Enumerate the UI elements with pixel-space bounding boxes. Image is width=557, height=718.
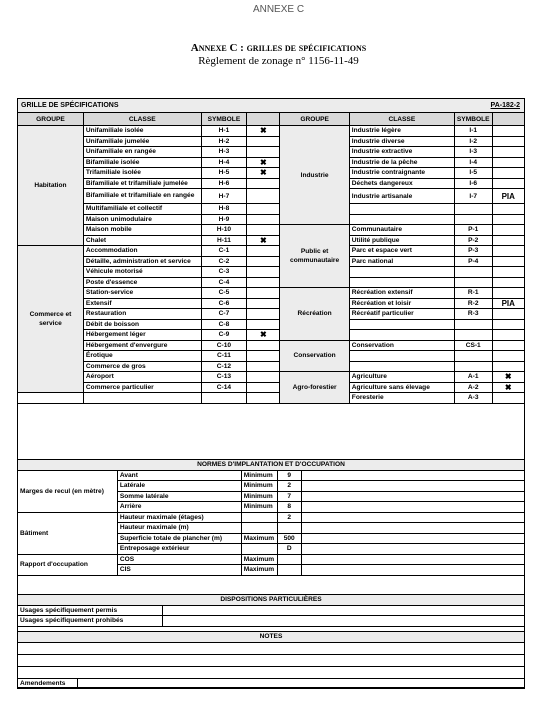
left-classe-cell: Chalet (83, 235, 201, 246)
normes-value-cell (277, 554, 301, 565)
left-symbole-cell: C-6 (201, 298, 247, 309)
left-symbole-cell: C-14 (201, 382, 247, 393)
right-classe-cell (349, 277, 454, 288)
table-row (18, 204, 525, 215)
right-classe-cell: Foresterie (349, 393, 454, 404)
left-empty-cell (247, 393, 280, 404)
right-classe-cell: Communautaire (349, 225, 454, 236)
left-classe-cell: Station-service (83, 288, 201, 299)
left-x-cell (247, 267, 280, 278)
right-symbole-cell (454, 267, 492, 278)
col-groupe-left: GROUPE (18, 113, 84, 126)
right-x-cell (492, 214, 524, 225)
normes-value-cell: D (277, 544, 301, 555)
normes-value-cell: 2 (277, 481, 301, 492)
right-classe-cell: Conservation (349, 340, 454, 351)
right-classe-cell (349, 267, 454, 278)
left-x-cell (247, 382, 280, 393)
normes-empty-cell (301, 491, 524, 502)
left-symbole-cell: H-2 (201, 136, 247, 147)
right-symbole-cell (454, 214, 492, 225)
left-x-cell (247, 225, 280, 236)
left-x-cell: ✖ (247, 235, 280, 246)
table-row (18, 157, 525, 168)
grid-title: GRILLE DE SPÉCIFICATIONS (21, 102, 119, 109)
normes-label-cell: Arrière (117, 502, 241, 513)
table-row (18, 288, 525, 299)
grid-code: PA-182-2 (490, 102, 520, 109)
right-x-cell (492, 126, 524, 137)
right-classe-cell: Industrie artisanale (349, 189, 454, 204)
right-x-cell: ✖ (492, 382, 524, 393)
normes-label-cell: Latérale (117, 481, 241, 492)
normes-empty-cell (301, 502, 524, 513)
right-symbole-cell: A-2 (454, 382, 492, 393)
normes-type-cell: Minimum (241, 470, 277, 481)
normes-type-cell (241, 544, 277, 555)
usage-table (17, 112, 525, 404)
normes-empty-cell (301, 523, 524, 534)
left-classe-cell: Débit de boisson (83, 319, 201, 330)
usages-prohibes-value (162, 616, 524, 627)
right-classe-cell (349, 204, 454, 215)
normes-value-cell (277, 523, 301, 534)
normes-value-cell: 7 (277, 491, 301, 502)
annex-header: ANNEXE C (252, 4, 305, 15)
right-x-cell (492, 319, 524, 330)
right-symbole-cell: P-4 (454, 256, 492, 267)
normes-value-cell: 8 (277, 502, 301, 513)
table-row (18, 225, 525, 236)
page-title: Annexe C : grilles de spécifications (190, 42, 367, 54)
right-x-cell (492, 157, 524, 168)
left-symbole-cell: H-6 (201, 178, 247, 189)
col-mark-right (492, 113, 524, 126)
left-symbole-cell: C-7 (201, 309, 247, 320)
normes-type-cell: Minimum (241, 481, 277, 492)
left-x-cell (247, 298, 280, 309)
table-row (18, 330, 525, 341)
right-classe-cell: Parc national (349, 256, 454, 267)
group-recreation: Récréation (280, 288, 349, 341)
left-classe-cell: Bifamiliale isolée (83, 157, 201, 168)
table-row (18, 470, 525, 481)
table-row (18, 393, 525, 404)
normes-empty-cell (301, 533, 524, 544)
right-symbole-cell: I-5 (454, 168, 492, 179)
table-row (18, 372, 525, 383)
left-symbole-cell: C-11 (201, 351, 247, 362)
left-symbole-cell: H-9 (201, 214, 247, 225)
right-classe-cell: Récréatif particulier (349, 309, 454, 320)
note-line (18, 654, 525, 666)
left-symbole-cell: C-1 (201, 246, 247, 257)
left-classe-cell: Bifamiliale et trifamiliale en rangée (83, 189, 201, 204)
normes-table (17, 459, 525, 576)
normes-label-cell: Superficie totale de plancher (m) (117, 533, 241, 544)
notes-table (17, 631, 525, 689)
right-symbole-cell: A-3 (454, 393, 492, 404)
left-classe-cell: Hébergement d'envergure (83, 340, 201, 351)
group-public: Public et communautaire (280, 225, 349, 288)
right-x-cell (492, 277, 524, 288)
left-x-cell (247, 361, 280, 372)
left-classe-cell: Multifamiliale et collectif (83, 204, 201, 215)
right-x-cell (492, 246, 524, 257)
normes-empty-cell (301, 481, 524, 492)
right-x-cell (492, 204, 524, 215)
left-x-cell (247, 178, 280, 189)
left-symbole-cell: H-4 (201, 157, 247, 168)
table-row (18, 256, 525, 267)
left-x-cell (247, 246, 280, 257)
normes-label-cell: Avant (117, 470, 241, 481)
normes-empty-cell (301, 565, 524, 576)
table-row (18, 246, 525, 257)
normes-type-cell: Maximum (241, 554, 277, 565)
right-classe-cell: Déchets dangereux (349, 178, 454, 189)
left-x-cell (247, 309, 280, 320)
amendements-value (77, 678, 524, 689)
left-x-cell: ✖ (247, 157, 280, 168)
left-symbole-cell: H-1 (201, 126, 247, 137)
note-line (18, 666, 525, 678)
table-row (18, 267, 525, 278)
right-classe-cell: Récréation et loisir (349, 298, 454, 309)
normes-title: NORMES D'IMPLANTATION ET D'OCCUPATION (18, 460, 525, 471)
normes-type-cell: Maximum (241, 533, 277, 544)
right-x-cell (492, 267, 524, 278)
right-classe-cell: Agriculture (349, 372, 454, 383)
left-x-cell: ✖ (247, 330, 280, 341)
normes-label-cell: Hauteur maximale (m) (117, 523, 241, 534)
left-symbole-cell: C-4 (201, 277, 247, 288)
right-x-cell (492, 330, 524, 341)
right-symbole-cell: I-3 (454, 147, 492, 158)
left-symbole-cell: C-3 (201, 267, 247, 278)
spec-grid (17, 98, 525, 688)
right-symbole-cell: R-2 (454, 298, 492, 309)
left-x-cell (247, 214, 280, 225)
left-classe-cell: Commerce particulier (83, 382, 201, 393)
left-symbole-cell: C-10 (201, 340, 247, 351)
left-x-cell (247, 147, 280, 158)
left-x-cell (247, 136, 280, 147)
table-row (18, 126, 525, 137)
right-classe-cell: Agriculture sans élevage (349, 382, 454, 393)
right-x-cell: ✖ (492, 372, 524, 383)
right-classe-cell: Industrie contraignante (349, 168, 454, 179)
right-x-cell (492, 351, 524, 362)
table-row (18, 319, 525, 330)
left-empty-cell (201, 393, 247, 404)
right-symbole-cell (454, 351, 492, 362)
right-classe-cell (349, 351, 454, 362)
right-x-cell (492, 393, 524, 404)
normes-type-cell (241, 523, 277, 534)
right-symbole-cell: R-3 (454, 309, 492, 320)
left-classe-cell: Accommodation (83, 246, 201, 257)
table-row (18, 136, 525, 147)
group-habitation: Habitation (18, 126, 84, 246)
table-row (18, 298, 525, 309)
marges-group: Marges de recul (en mètre) (18, 470, 118, 512)
table-row (18, 147, 525, 158)
right-x-cell (492, 235, 524, 246)
usages-permis-label: Usages spécifiquement permis (18, 605, 163, 616)
usages-permis-value (162, 605, 524, 616)
right-symbole-cell: I-2 (454, 136, 492, 147)
left-x-cell (247, 340, 280, 351)
table-row (18, 340, 525, 351)
right-x-cell (492, 225, 524, 236)
group-agro: Agro-forestier (280, 372, 349, 404)
table-row (18, 382, 525, 393)
table-row (18, 309, 525, 320)
table-row (18, 178, 525, 189)
left-classe-cell: Maison unimodulaire (83, 214, 201, 225)
usages-prohibes-label: Usages spécifiquement prohibés (18, 616, 163, 627)
left-symbole-cell: C-8 (201, 319, 247, 330)
table-row (18, 512, 525, 523)
right-symbole-cell (454, 330, 492, 341)
normes-empty-cell (301, 544, 524, 555)
col-mark-left (247, 113, 280, 126)
right-classe-cell: Industrie diverse (349, 136, 454, 147)
right-classe-cell (349, 214, 454, 225)
left-classe-cell: Restauration (83, 309, 201, 320)
right-classe-cell (349, 330, 454, 341)
right-classe-cell: Utilité publique (349, 235, 454, 246)
normes-type-cell (241, 512, 277, 523)
right-x-cell (492, 288, 524, 299)
left-classe-cell: Maison mobile (83, 225, 201, 236)
right-classe-cell: Industrie de la pêche (349, 157, 454, 168)
table-row (18, 168, 525, 179)
right-classe-cell: Parc et espace vert (349, 246, 454, 257)
table-row (18, 214, 525, 225)
normes-type-cell: Maximum (241, 565, 277, 576)
left-symbole-cell: C-2 (201, 256, 247, 267)
right-classe-cell (349, 319, 454, 330)
normes-value-cell (277, 565, 301, 576)
right-x-cell (492, 256, 524, 267)
left-symbole-cell: C-9 (201, 330, 247, 341)
right-x-cell: PIA (492, 298, 524, 309)
right-classe-cell: Industrie extractive (349, 147, 454, 158)
left-classe-cell: Commerce de gros (83, 361, 201, 372)
right-symbole-cell: I-1 (454, 126, 492, 137)
normes-value-cell: 2 (277, 512, 301, 523)
left-classe-cell: Extensif (83, 298, 201, 309)
left-empty-cell (83, 393, 201, 404)
left-symbole-cell: C-5 (201, 288, 247, 299)
group-conservation: Conservation (280, 340, 349, 372)
table-row (18, 351, 525, 362)
left-classe-cell: Unifamiliale isolée (83, 126, 201, 137)
left-x-cell (247, 288, 280, 299)
batiment-group: Bâtiment (18, 512, 118, 554)
table-row (18, 189, 525, 204)
normes-empty-cell (301, 470, 524, 481)
rapport-group: Rapport d'occupation (18, 554, 118, 575)
note-line (18, 642, 525, 654)
normes-type-cell: Minimum (241, 502, 277, 513)
right-symbole-cell: P-3 (454, 246, 492, 257)
right-symbole-cell (454, 204, 492, 215)
left-x-cell (247, 204, 280, 215)
right-classe-cell (349, 361, 454, 372)
col-groupe-right: GROUPE (280, 113, 349, 126)
normes-label-cell: Entreposage extérieur (117, 544, 241, 555)
left-classe-cell: Trifamiliale isolée (83, 168, 201, 179)
right-symbole-cell: P-1 (454, 225, 492, 236)
left-x-cell (247, 319, 280, 330)
normes-label-cell: Hauteur maximale (étages) (117, 512, 241, 523)
right-symbole-cell: I-4 (454, 157, 492, 168)
left-symbole-cell: C-13 (201, 372, 247, 383)
left-classe-cell: Érotique (83, 351, 201, 362)
right-symbole-cell: R-1 (454, 288, 492, 299)
group-commerce: Commerce et service (18, 246, 84, 393)
normes-label-cell: Somme latérale (117, 491, 241, 502)
group-industrie: Industrie (280, 126, 349, 225)
left-x-cell (247, 256, 280, 267)
right-x-cell (492, 361, 524, 372)
normes-label-cell: COS (117, 554, 241, 565)
left-classe-cell: Bifamiliale et trifamiliale jumelée (83, 178, 201, 189)
left-x-cell (247, 189, 280, 204)
right-x-cell (492, 136, 524, 147)
table-row (18, 235, 525, 246)
left-x-cell (247, 351, 280, 362)
normes-empty-cell (301, 512, 524, 523)
left-symbole-cell: H-5 (201, 168, 247, 179)
right-x-cell (492, 178, 524, 189)
table-row (18, 554, 525, 565)
right-symbole-cell (454, 319, 492, 330)
right-symbole-cell: CS-1 (454, 340, 492, 351)
right-x-cell (492, 147, 524, 158)
right-x-cell: PIA (492, 189, 524, 204)
left-classe-cell: Détaille, administration et service (83, 256, 201, 267)
right-symbole-cell (454, 361, 492, 372)
left-x-cell: ✖ (247, 126, 280, 137)
right-x-cell (492, 340, 524, 351)
col-symbole-left: SYMBOLE (201, 113, 247, 126)
col-classe-right: CLASSE (349, 113, 454, 126)
col-symbole-right: SYMBOLE (454, 113, 492, 126)
left-classe-cell: Poste d'essence (83, 277, 201, 288)
left-classe-cell: Unifamiliale en rangée (83, 147, 201, 158)
page-subtitle: Règlement de zonage n° 1156-11-49 (198, 55, 359, 67)
left-symbole-cell: C-12 (201, 361, 247, 372)
normes-value-cell: 9 (277, 470, 301, 481)
left-classe-cell: Hébergement léger (83, 330, 201, 341)
dispositions-title: DISPOSITIONS PARTICULIÈRES (18, 595, 525, 606)
right-x-cell (492, 309, 524, 320)
left-symbole-cell: H-10 (201, 225, 247, 236)
left-symbole-cell: H-11 (201, 235, 247, 246)
left-symbole-cell: H-3 (201, 147, 247, 158)
right-x-cell (492, 168, 524, 179)
left-classe-cell: Aéroport (83, 372, 201, 383)
right-classe-cell: Récréation extensif (349, 288, 454, 299)
col-classe-left: CLASSE (83, 113, 201, 126)
right-symbole-cell: A-1 (454, 372, 492, 383)
normes-type-cell: Minimum (241, 491, 277, 502)
left-x-cell: ✖ (247, 168, 280, 179)
dispositions-table (17, 594, 525, 627)
right-symbole-cell (454, 277, 492, 288)
left-x-cell (247, 277, 280, 288)
notes-title: NOTES (18, 632, 525, 643)
right-symbole-cell: I-6 (454, 178, 492, 189)
left-symbole-cell: H-7 (201, 189, 247, 204)
left-symbole-cell: H-8 (201, 204, 247, 215)
right-symbole-cell: P-2 (454, 235, 492, 246)
amendements-label: Amendements (18, 678, 78, 689)
normes-value-cell: 500 (277, 533, 301, 544)
normes-empty-cell (301, 554, 524, 565)
table-row (18, 361, 525, 372)
left-classe-cell: Unifamiliale jumelée (83, 136, 201, 147)
right-symbole-cell: I-7 (454, 189, 492, 204)
table-row (18, 277, 525, 288)
left-x-cell (247, 372, 280, 383)
right-classe-cell: Industrie légère (349, 126, 454, 137)
normes-label-cell: CIS (117, 565, 241, 576)
group-empty (18, 393, 84, 404)
left-classe-cell: Véhicule motorisé (83, 267, 201, 278)
